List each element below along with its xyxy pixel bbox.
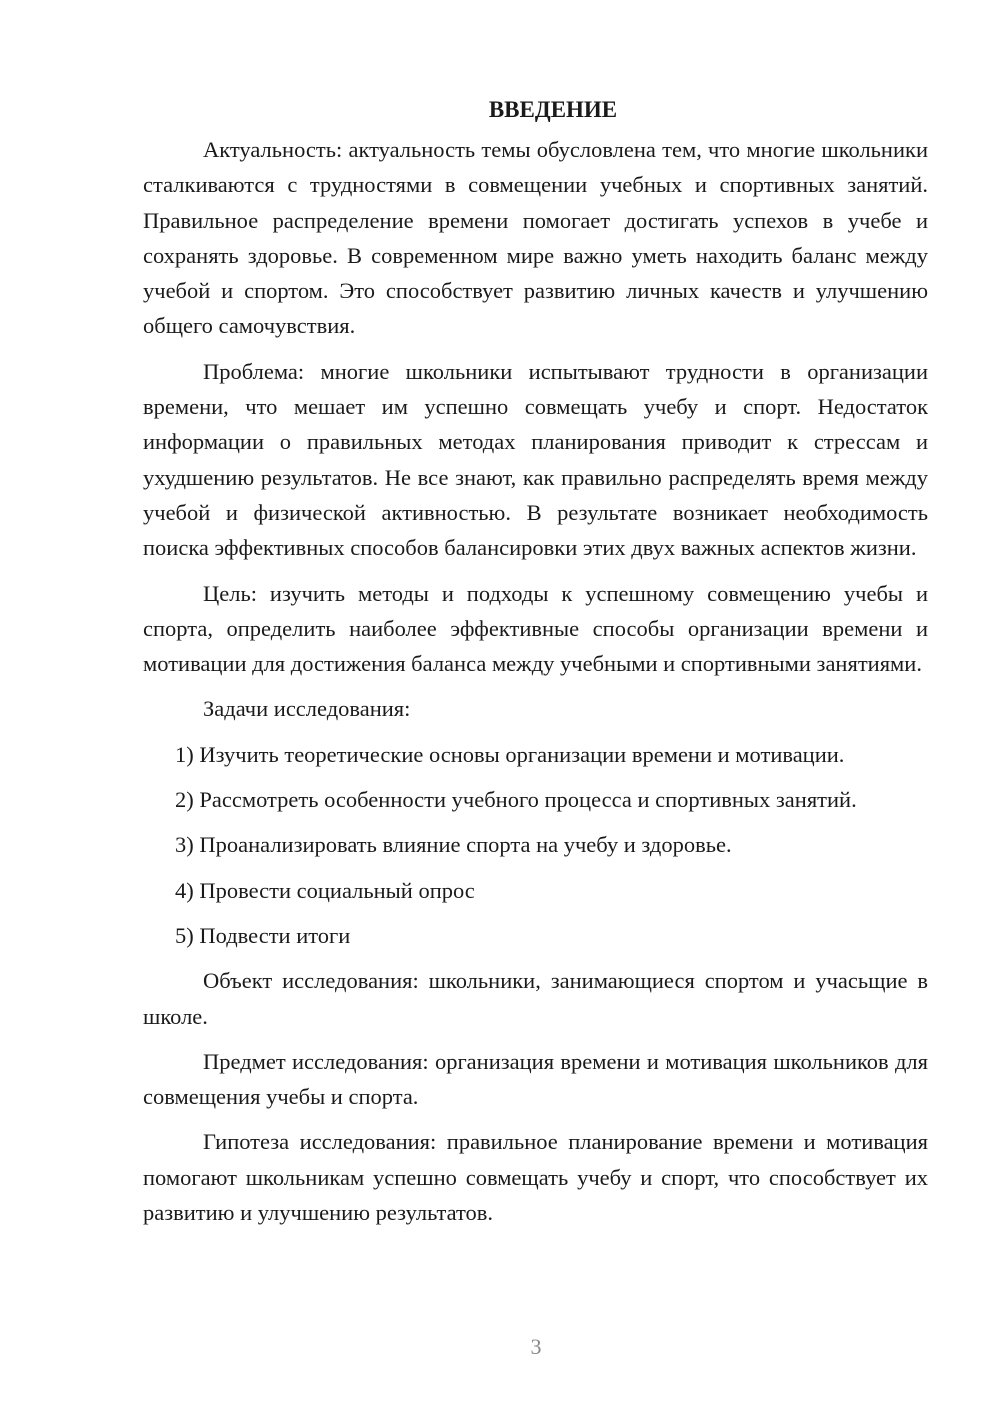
list-item: 4) Провести социальный опрос [175,877,475,903]
paragraph-relevance: Актуальность: актуальность темы обусловлена тем, что многие школьники сталкиваются с трудностями в совмещении учебных и спортивных занятий. Правильное распределение времени помогает достигать успехов в учебе и сохранять здоровье. В современном мире важно уметь находить баланс между учебой и спортом. Это способствует развитию личных качеств и улучшению общего самочувствия. [143,137,928,339]
paragraph-subject: Предмет исследования: организация времени и мотивация школьников для совмещения учебы и спорта. [143,1048,928,1110]
list-item: 5) Подвести итоги [175,922,351,948]
paragraph-problem: Проблема: многие школьники испытывают трудности в организации времени, что мешает им успешно совмещать учебу и спорт. Недостаток информации о правильных методах планирования приводит к стрессам и ухудшению результатов. Не все знают, как правильно распределять время между учебой и физической активностью. В результате возникает необходимость поиска эффективных способов балансировки этих двух важных аспектов жизни. [143,358,928,561]
list-item: 2) Рассмотреть особенности учебного процесса и спортивных занятий. [175,787,857,813]
task-list [143,737,928,953]
tasks-heading: Задачи исследования: [203,696,411,722]
page-number: 3 [530,1334,542,1359]
paragraph-hypothesis: Гипотеза исследования: правильное планирование времени и мотивация помогают школьникам успешно совмещать учебу и спорт, что способствует их развитию и улучшению результатов. [143,1129,928,1226]
paragraph-goal: Цель: изучить методы и подходы к успешному совмещению учебы и спорта, определить наиболее эффективные способы организации времени и мотивации для достижения баланса между учебными и спортивными занятиями. [143,580,928,677]
list-item: 3) Проанализировать влияние спорта на учебу и здоровье. [175,832,732,858]
list-item: 1) Изучить теоретические основы организации времени и мотивации. [175,741,845,767]
paragraph-object: Объект исследования: школьники, занимающиеся спортом и учасьщие в школе. [143,968,928,1029]
page-title: ВВЕДЕНИЕ [488,97,618,122]
